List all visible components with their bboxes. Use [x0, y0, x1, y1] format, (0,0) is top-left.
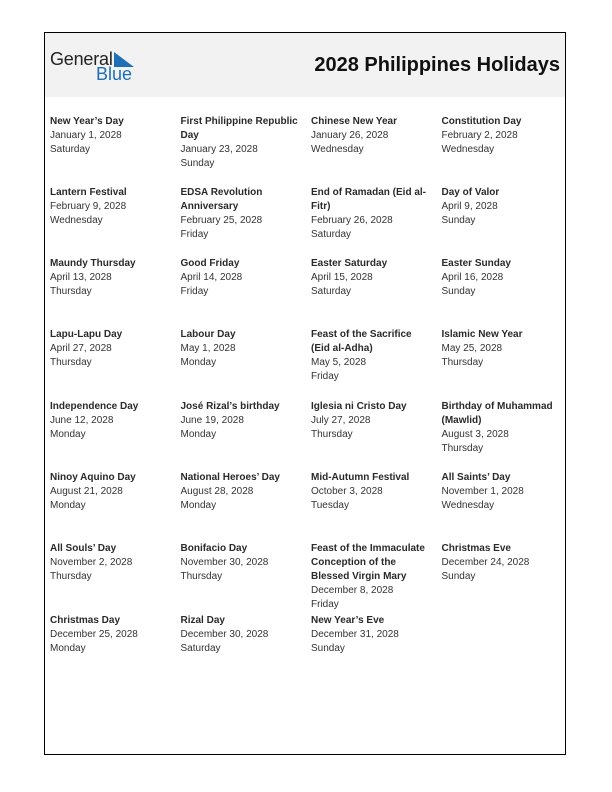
holiday-weekday: Sunday — [180, 158, 215, 169]
holiday-date: December 31, 2028 — [311, 629, 399, 640]
holiday-item — [442, 115, 564, 157]
holiday-name: Birthday of Muhammad (Mawlid) — [441, 401, 553, 426]
holiday-item — [311, 115, 433, 157]
holiday-weekday: Tuesday — [311, 500, 349, 511]
holiday-date: August 21, 2028 — [50, 486, 123, 497]
holiday-weekday: Saturday — [50, 144, 91, 155]
holiday-weekday: Saturday — [311, 286, 352, 297]
holiday-date: April 13, 2028 — [50, 272, 112, 283]
holiday-item — [442, 542, 564, 584]
holiday-date: May 5, 2028 — [311, 357, 367, 368]
holiday-name: All Souls’ Day — [50, 543, 117, 554]
holiday-item — [181, 614, 303, 656]
holiday-name: New Year’s Eve — [311, 615, 385, 626]
holiday-date: February 25, 2028 — [180, 215, 263, 226]
holiday-item — [311, 471, 433, 513]
holiday-date: December 25, 2028 — [50, 629, 138, 640]
page-frame — [44, 32, 566, 755]
holiday-item — [50, 186, 172, 228]
holiday-item — [50, 400, 172, 442]
holiday-name: Bonifacio Day — [180, 543, 248, 554]
holiday-date: April 14, 2028 — [180, 272, 243, 283]
holiday-item — [311, 186, 433, 242]
holiday-name: Good Friday — [180, 258, 240, 269]
holiday-date: December 8, 2028 — [311, 585, 394, 596]
holiday-weekday: Monday — [50, 500, 86, 511]
holiday-name: Maundy Thursday — [50, 258, 136, 269]
holiday-weekday: Friday — [311, 371, 339, 382]
holiday-date: May 25, 2028 — [441, 343, 503, 354]
holiday-name: Lantern Festival — [50, 187, 127, 198]
holiday-date: July 27, 2028 — [311, 415, 371, 426]
holiday-item — [311, 257, 433, 299]
holiday-date: December 24, 2028 — [441, 557, 530, 568]
holiday-date: August 3, 2028 — [441, 429, 509, 440]
holiday-weekday: Thursday — [180, 571, 223, 582]
holiday-name: Constitution Day — [441, 116, 522, 127]
holiday-item — [311, 542, 433, 612]
holiday-date: January 26, 2028 — [311, 130, 389, 141]
holiday-name: Ninoy Aquino Day — [50, 472, 136, 483]
holiday-name: Lapu-Lapu Day — [50, 329, 123, 340]
holiday-name: Day of Valor — [441, 187, 500, 198]
holiday-item — [181, 186, 303, 242]
holiday-name: José Rizal’s birthday — [180, 401, 280, 412]
holiday-name: First Philippine Republic Day — [180, 116, 298, 141]
holiday-item — [181, 257, 303, 299]
holiday-item — [50, 115, 172, 157]
holiday-date: February 2, 2028 — [441, 130, 518, 141]
holiday-date: January 1, 2028 — [50, 130, 122, 141]
holiday-date: June 19, 2028 — [180, 415, 244, 426]
holiday-name: Islamic New Year — [441, 329, 523, 340]
holiday-date: April 16, 2028 — [441, 272, 504, 283]
holiday-weekday: Monday — [50, 643, 86, 654]
holiday-name: National Heroes’ Day — [180, 472, 280, 483]
holiday-weekday: Wednesday — [50, 215, 103, 226]
holiday-weekday: Saturday — [311, 229, 352, 240]
holiday-name: Labour Day — [180, 329, 236, 340]
holiday-weekday: Wednesday — [441, 144, 495, 155]
holiday-name: Feast of the Sacrifice (Eid al-Adha) — [311, 329, 412, 354]
holiday-name: Iglesia ni Cristo Day — [311, 401, 407, 412]
holiday-weekday: Thursday — [50, 571, 92, 582]
holiday-weekday: Sunday — [441, 571, 476, 582]
holiday-date: November 1, 2028 — [441, 486, 524, 497]
holiday-name: New Year’s Day — [50, 116, 124, 127]
holiday-name: Rizal Day — [180, 615, 225, 626]
holiday-weekday: Sunday — [441, 286, 476, 297]
holiday-name: End of Ramadan (Eid al-Fitr) — [311, 187, 427, 212]
page-header — [45, 33, 565, 97]
holiday-weekday: Sunday — [441, 215, 476, 226]
page-title: 2028 Philippines Holidays — [314, 54, 560, 76]
holiday-weekday: Wednesday — [311, 144, 364, 155]
holiday-item — [311, 328, 433, 384]
holiday-item — [50, 328, 172, 370]
holiday-date: November 30, 2028 — [180, 557, 269, 568]
holiday-date: April 9, 2028 — [441, 201, 498, 212]
holiday-date: October 3, 2028 — [311, 486, 383, 497]
holiday-item — [50, 257, 172, 299]
holiday-name: Easter Saturday — [311, 258, 388, 269]
holiday-weekday: Sunday — [311, 643, 345, 654]
holiday-name: Feast of the Immaculate Conception of the Blessed Virgin Mary — [311, 543, 425, 582]
holiday-item — [311, 614, 433, 656]
holiday-date: May 1, 2028 — [180, 343, 236, 354]
holiday-item — [442, 186, 564, 228]
holiday-date: January 23, 2028 — [180, 144, 258, 155]
holiday-name: EDSA Revolution Anniversary — [180, 187, 263, 212]
holiday-weekday: Saturday — [180, 643, 221, 654]
holiday-date: April 27, 2028 — [50, 343, 112, 354]
holiday-name: Christmas Day — [50, 615, 121, 626]
holiday-item — [442, 328, 564, 370]
holiday-weekday: Thursday — [441, 357, 484, 368]
holiday-weekday: Monday — [180, 429, 217, 440]
logo-text-general: General — [50, 49, 113, 69]
holiday-date: December 30, 2028 — [180, 629, 269, 640]
holiday-item — [181, 400, 303, 442]
holiday-date: April 15, 2028 — [311, 272, 373, 283]
holiday-weekday: Thursday — [50, 357, 92, 368]
holiday-name: Easter Sunday — [441, 258, 511, 269]
holiday-name: Mid-Autumn Festival — [311, 472, 410, 483]
holiday-item — [50, 614, 172, 656]
holiday-item — [181, 542, 303, 584]
holiday-weekday: Monday — [180, 357, 217, 368]
holiday-date: June 12, 2028 — [50, 415, 114, 426]
holiday-weekday: Monday — [50, 429, 86, 440]
holiday-name: All Saints’ Day — [441, 472, 511, 483]
holiday-date: February 9, 2028 — [50, 201, 127, 212]
holiday-item — [442, 400, 564, 456]
holiday-date: November 2, 2028 — [50, 557, 133, 568]
holiday-item — [50, 542, 172, 584]
holiday-item — [181, 328, 303, 370]
holiday-item — [181, 115, 303, 171]
holiday-date: August 28, 2028 — [180, 486, 254, 497]
holiday-item — [181, 471, 303, 513]
generalblue-logo — [50, 49, 140, 85]
holiday-weekday: Friday — [180, 286, 209, 297]
holiday-weekday: Wednesday — [441, 500, 495, 511]
holiday-weekday: Friday — [311, 599, 339, 610]
holiday-item — [50, 471, 172, 513]
holiday-name: Chinese New Year — [311, 116, 397, 127]
holiday-item — [442, 471, 564, 513]
holiday-item — [442, 257, 564, 299]
holiday-name: Independence Day — [50, 401, 139, 412]
holiday-item — [311, 400, 433, 442]
logo-text-blue: Blue — [96, 64, 133, 84]
holiday-name: Christmas Eve — [441, 543, 511, 554]
holiday-weekday: Monday — [180, 500, 217, 511]
holiday-weekday: Thursday — [311, 429, 353, 440]
holiday-date: February 26, 2028 — [311, 215, 393, 226]
holiday-weekday: Thursday — [50, 286, 92, 297]
holiday-weekday: Thursday — [441, 443, 484, 454]
holiday-weekday: Friday — [180, 229, 209, 240]
